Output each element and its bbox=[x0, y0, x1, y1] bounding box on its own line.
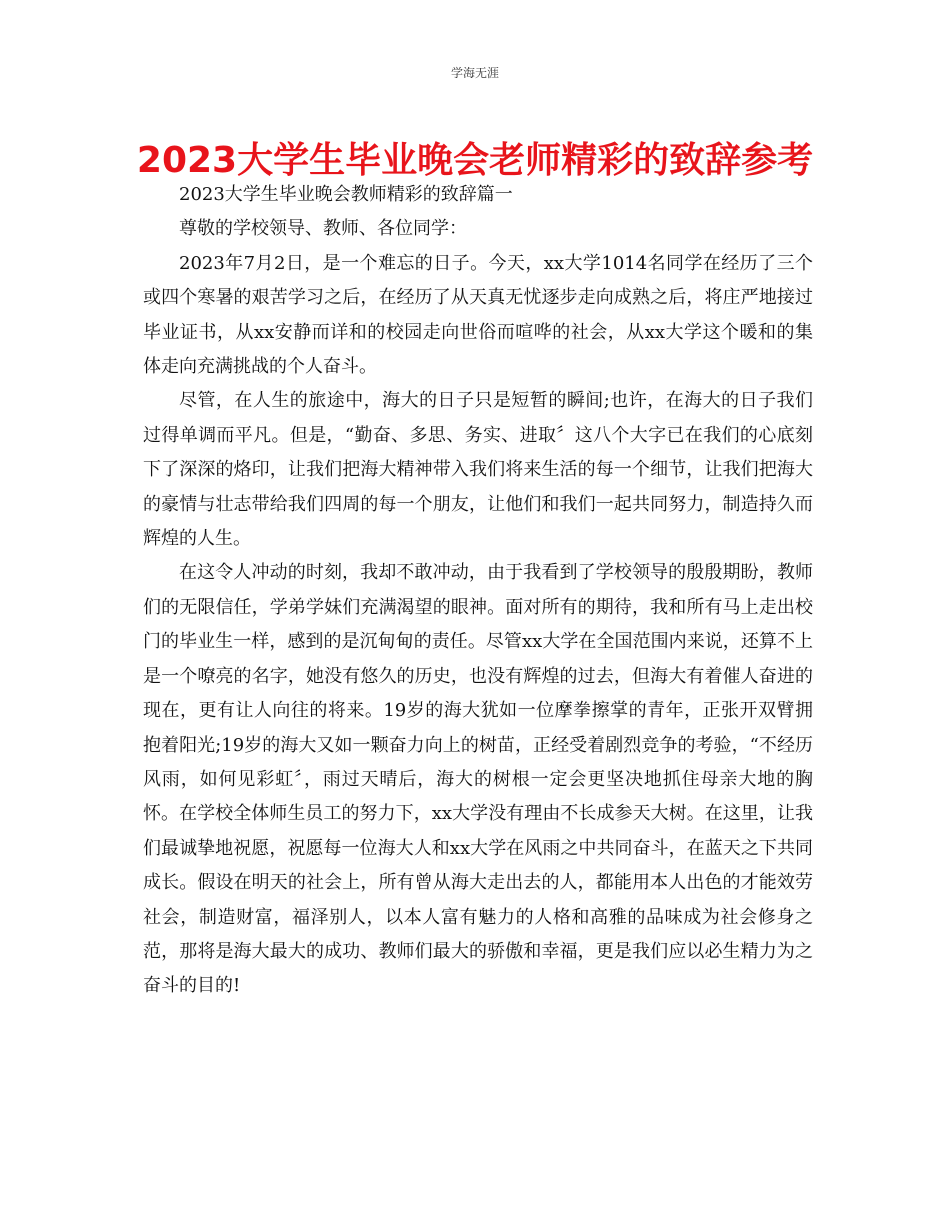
document-title: 2023大学生毕业晚会老师精彩的致辞参考 bbox=[136, 140, 814, 181]
document-body bbox=[143, 178, 813, 1004]
paragraph-body: 在这令人冲动的时刻，我却不敢冲动，由于我看到了学校领导的殷殷期盼，教师们的无限信任，学弟学妹们充满渴望的眼神。面对所有的期待，我和所有马上走出校门的毕业生一样，感到的是沉甸甸的责任。尽管xx大学在全国范围内来说，还算不上是一个嘹亮的名字，她没有悠久的历史，也没有辉煌的过去，但海大有着催人奋进的现在，更有让人向往的将来。19岁的海大犹如一位摩拳擦掌的青年，正张开双臂拥抱着阳光;19岁的海大又如一颗奋力向上的树苗，正经受着剧烈竞争的考验，“不经历风雨，如何见彩虹〞，雨过天晴后，海大的树根一定会更坚决地抓住母亲大地的胸怀。在学校全体师生员工的努力下，xx大学没有理由不长成参天大树。在这里，让我们最诚挚地祝愿，祝愿每一位海大人和xx大学在风雨之中共同奋斗，在蓝天之下共同成长。假设在明天的社会上，所有曾从海大走出去的人，都能用本人出色的才能效劳社会，制造财富，福泽别人，以本人富有魅力的人格和高雅的品味成为社会修身之范，那将是海大最大的成功、教师们最大的骄傲和幸福，更是我们应以必生精力为之奋斗的目的! bbox=[143, 562, 813, 997]
paragraph-subtitle: 2023大学生毕业晚会教师精彩的致辞篇一 bbox=[179, 184, 513, 205]
paragraph-salutation: 尊敬的学校领导、教师、各位同学： bbox=[179, 218, 467, 240]
page-header: 学海无涯 bbox=[450, 66, 499, 80]
paragraph-body: 尽管，在人生的旅途中，海大的日子只是短暂的瞬间;也许，在海大的日子我们过得单调而平凡。但是，“勤奋、多思、务实、进取〞这八个大字已在我们的心底刻下了深深的烙印，让我们把海大精神带入我们将来生活的每一个细节，让我们把海大的豪情与壮志带给我们四周的每一个朋友，让他们和我们一起共同努力，制造持久而辉煌的人生。 bbox=[143, 390, 813, 550]
paragraph-body: 2023年7月2日，是一个难忘的日子。今天，xx大学1014名同学在经历了三个或四个寒暑的艰苦学习之后，在经历了从天真无忧逐步走向成熟之后，将庄严地接过毕业证书，从xx安静而详和的校园走向世俗而喧哗的社会，从xx大学这个暖和的集体走向充满挑战的个人奋斗。 bbox=[143, 252, 813, 378]
